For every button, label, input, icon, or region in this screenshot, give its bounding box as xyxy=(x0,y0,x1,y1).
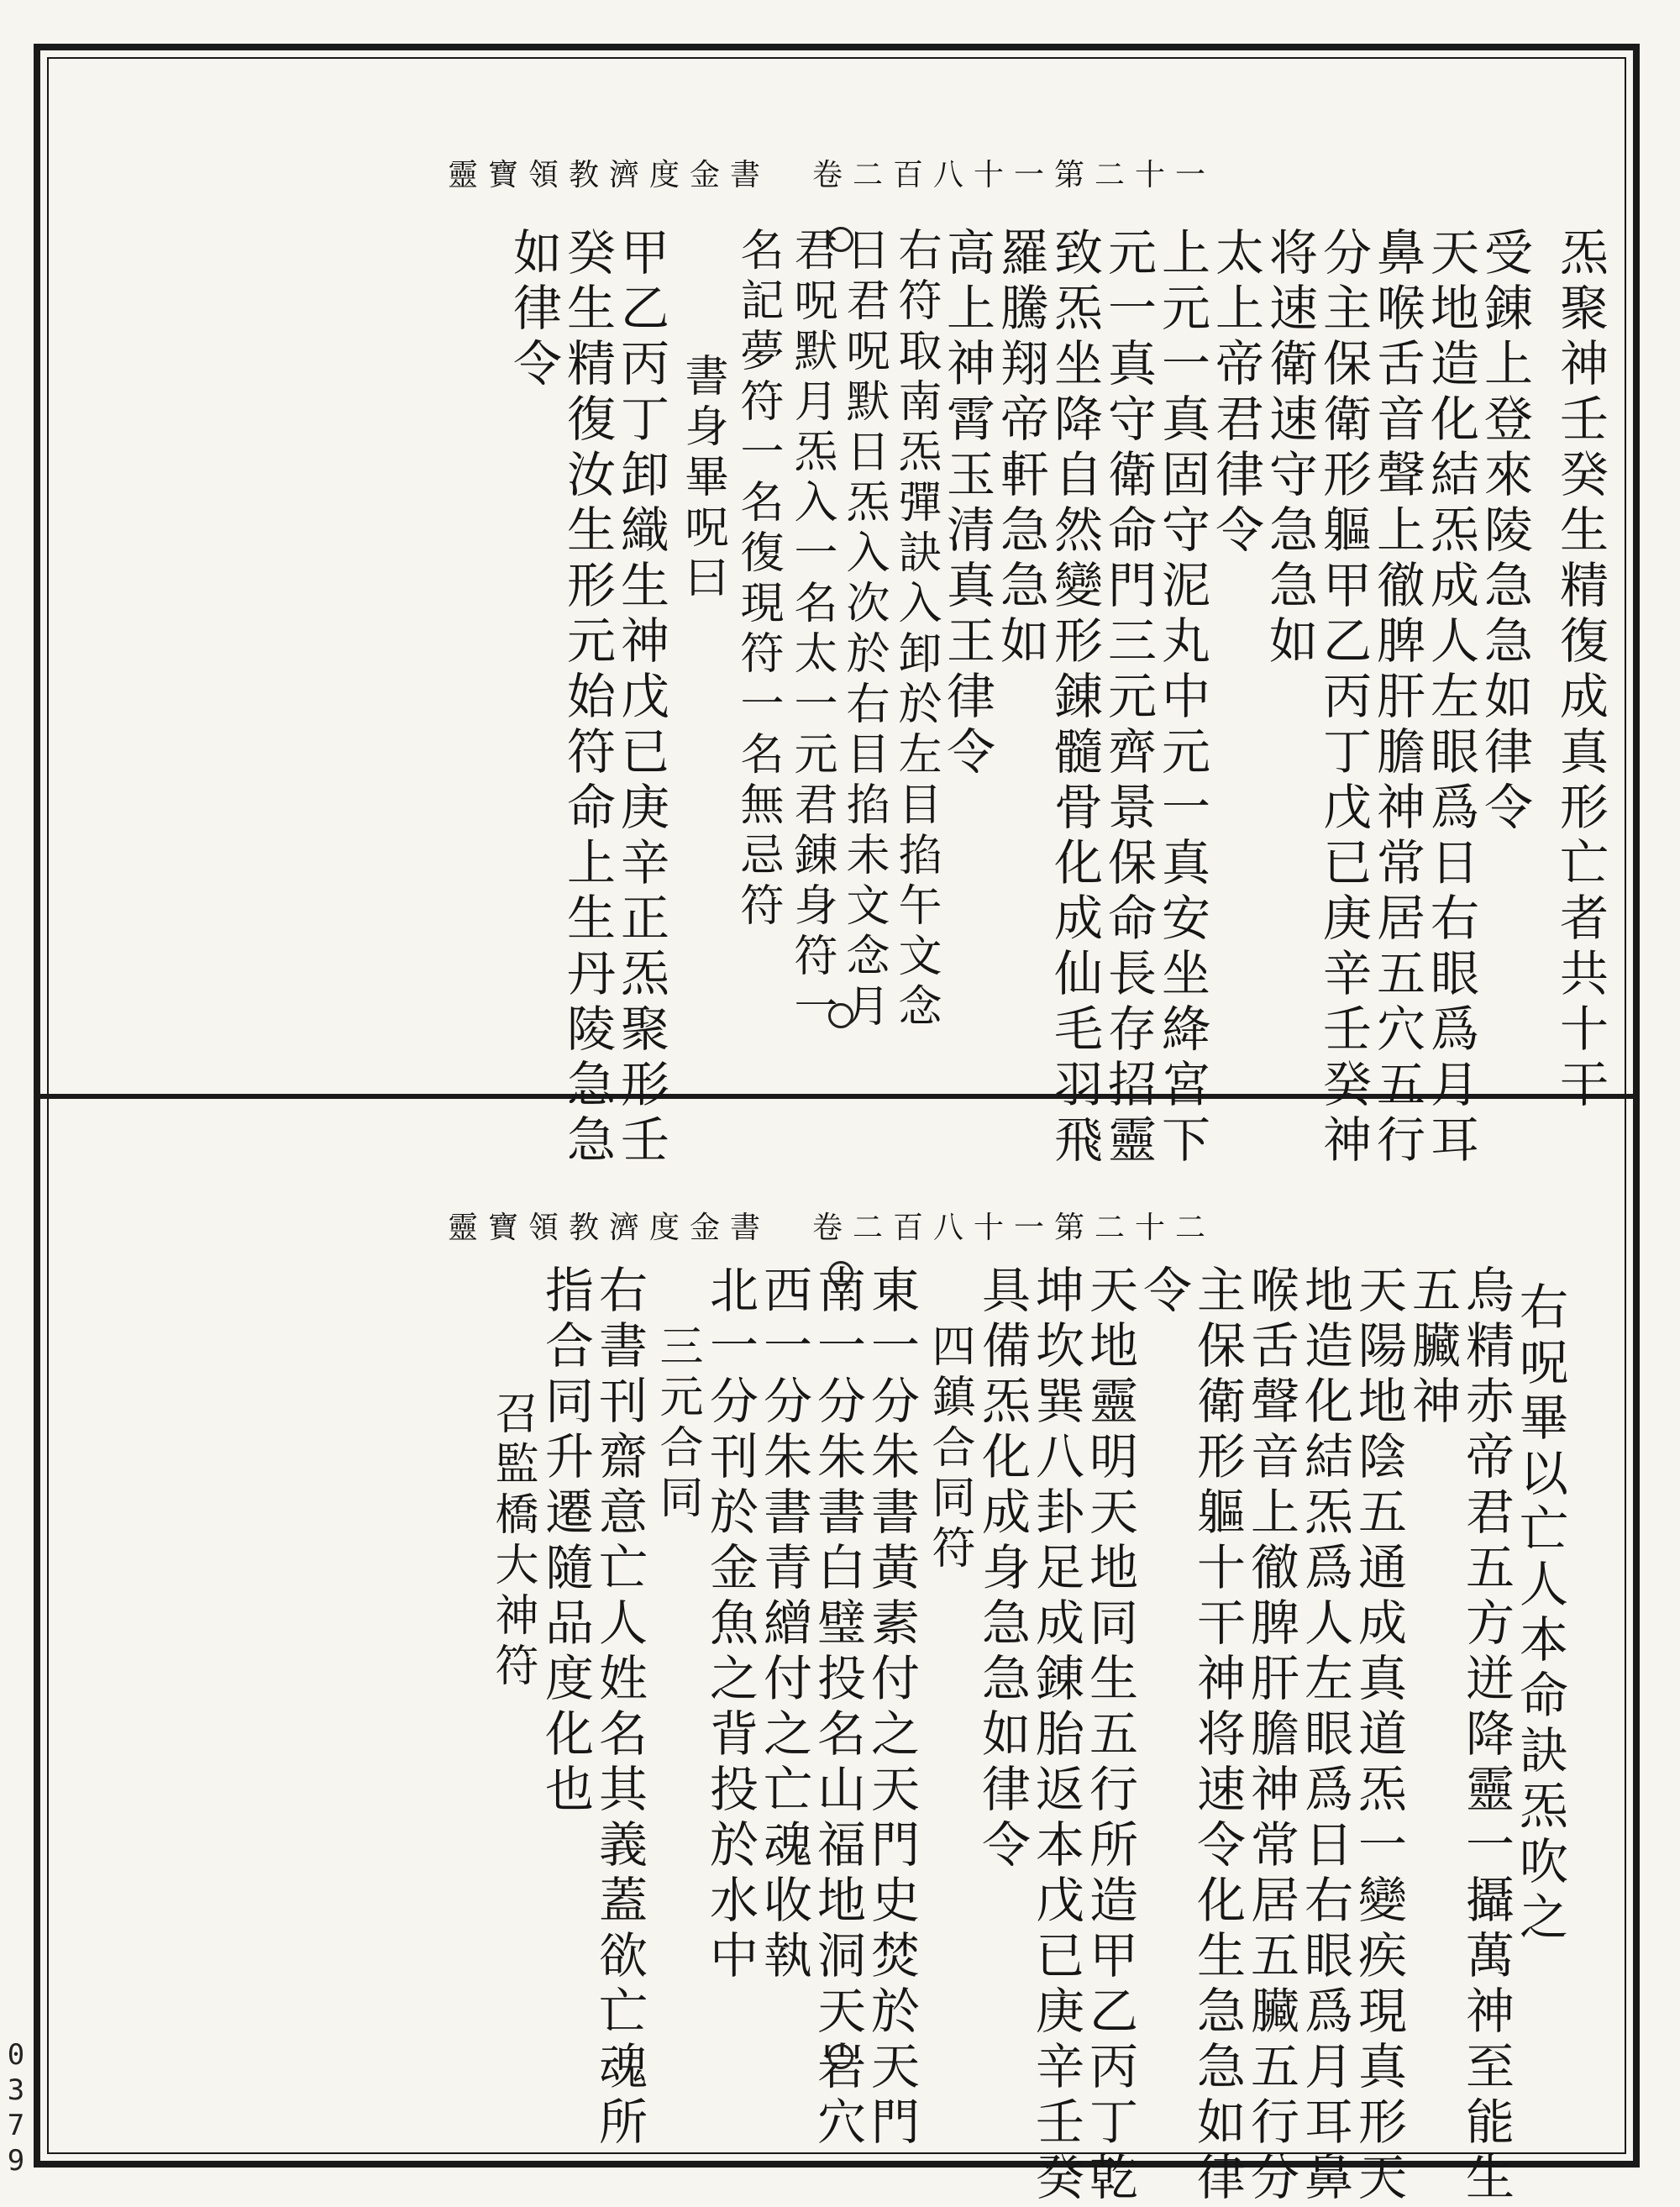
text-column: 元一真守衛命門三元齊景保命長存招靈 xyxy=(1100,227,1157,1169)
text-column: 君呪默月炁入一名太一元君錬身符一 xyxy=(786,227,837,1033)
circle-mark xyxy=(828,227,853,252)
text-column: 坤坎巽八卦足成錬胎返本戊已庚辛壬癸 xyxy=(1027,1264,1084,2207)
text-column: 如律令 xyxy=(505,227,562,393)
text-column: 甲乙丙丁卸織生神戊已庚辛正炁聚形壬 xyxy=(612,227,669,1169)
text-column: 四鎮合同符 xyxy=(924,1323,974,1575)
text-column: 天地靈明天地同生五行所造甲乙丙丁乾 xyxy=(1081,1264,1138,2207)
circle-mark xyxy=(828,2044,853,2069)
text-column: 日君呪默日炁入次於右目掐未文念月 xyxy=(838,227,889,1033)
page-number: 0379 xyxy=(7,2038,25,2178)
text-column: 召監橋大神符 xyxy=(487,1390,538,1693)
text-columns xyxy=(50,227,1623,1169)
text-column: 受錬上登來陵急急如律令 xyxy=(1476,227,1533,837)
text-column: 高上神霄玉清真王律令 xyxy=(938,227,995,781)
text-column: 主保衛形軀十干神将速令化生急急如律 xyxy=(1189,1264,1246,2207)
text-column: 具備炁化成身急急如律令 xyxy=(974,1264,1031,1874)
text-column: 分主保衛形軀甲乙丙丁戊已庚辛壬癸神 xyxy=(1315,227,1372,1169)
circle-mark xyxy=(828,1003,853,1028)
text-column: 右呪畢以亡人本命訣炁吹之 xyxy=(1511,1281,1568,1947)
text-column: 炁聚神壬癸生精復成真形亡者共十干 xyxy=(1551,227,1609,1114)
header-volume: 卷二百八十一第二十一 xyxy=(812,158,1216,192)
text-column: 五臟神 xyxy=(1404,1264,1461,1431)
text-column: 南一分朱書白璧投名山福地洞天岩穴 xyxy=(809,1264,866,2152)
header-title: 靈寶領教濟度金書 xyxy=(447,158,770,192)
text-column: 天陽地陰五通成真道炁一變疾現真形天 xyxy=(1350,1264,1407,2207)
header-title: 靈寶領教濟度金書 xyxy=(447,1211,770,1245)
text-column: 北一分刊於金魚之背投於水中 xyxy=(701,1264,759,1985)
text-column: 致炁坐降自然變形錬髓骨化成仙毛羽飛 xyxy=(1046,227,1103,1169)
text-column: 烏精赤帝君五方迸降靈一攝萬神至能生 xyxy=(1457,1264,1515,2207)
text-column: 令 xyxy=(1135,1264,1192,1320)
text-column: 書身畢呪曰 xyxy=(677,353,727,605)
text-column: 喉舌聲音上徹脾肝膽神常居五臟五行分 xyxy=(1242,1264,1299,2207)
lower-page xyxy=(50,1105,1623,2207)
text-column: 鼻喉舌音聲上徹脾肝膽神常居五穴五行 xyxy=(1368,227,1425,1169)
text-column: 右符取南炁彈訣入卸於左目掐午文念 xyxy=(890,227,941,1033)
text-columns xyxy=(50,1264,1623,2207)
text-column: 地造化結炁爲人左眼爲日右眼爲月耳鼻 xyxy=(1296,1264,1353,2207)
text-column: 羅騰翔帝軒急急如 xyxy=(992,227,1049,670)
text-column: 西一分朱書青繒付之亡魂收執 xyxy=(755,1264,812,1985)
text-column: 太上帝君律令 xyxy=(1207,227,1264,560)
header-volume: 卷二百八十一第二十二 xyxy=(812,1211,1216,1245)
text-column: 将速衛速守急急如 xyxy=(1261,227,1318,670)
text-column: 三元合同 xyxy=(652,1323,702,1525)
text-column: 上元一真固守泥丸中元一真安坐絳宮下 xyxy=(1153,227,1210,1169)
text-column: 名記夢符一名復現符一名無忌符 xyxy=(732,227,783,933)
running-header xyxy=(370,151,1294,194)
text-column: 指合同升遷隨品度化也 xyxy=(537,1264,594,1819)
text-column: 癸生精復汝生形元始符命上生丹陵急急 xyxy=(559,227,616,1169)
text-column: 東一分朱書黃素付之天門史焚於天門 xyxy=(863,1264,920,2152)
text-column: 天地造化結炁成人左眼爲日右眼爲月耳 xyxy=(1422,227,1479,1169)
circle-mark xyxy=(828,1261,853,1286)
text-column: 右書刊齋意亡人姓名其義蓋欲亡魂所 xyxy=(591,1264,648,2152)
running-header xyxy=(370,1204,1294,1247)
upper-page xyxy=(50,59,1623,1169)
